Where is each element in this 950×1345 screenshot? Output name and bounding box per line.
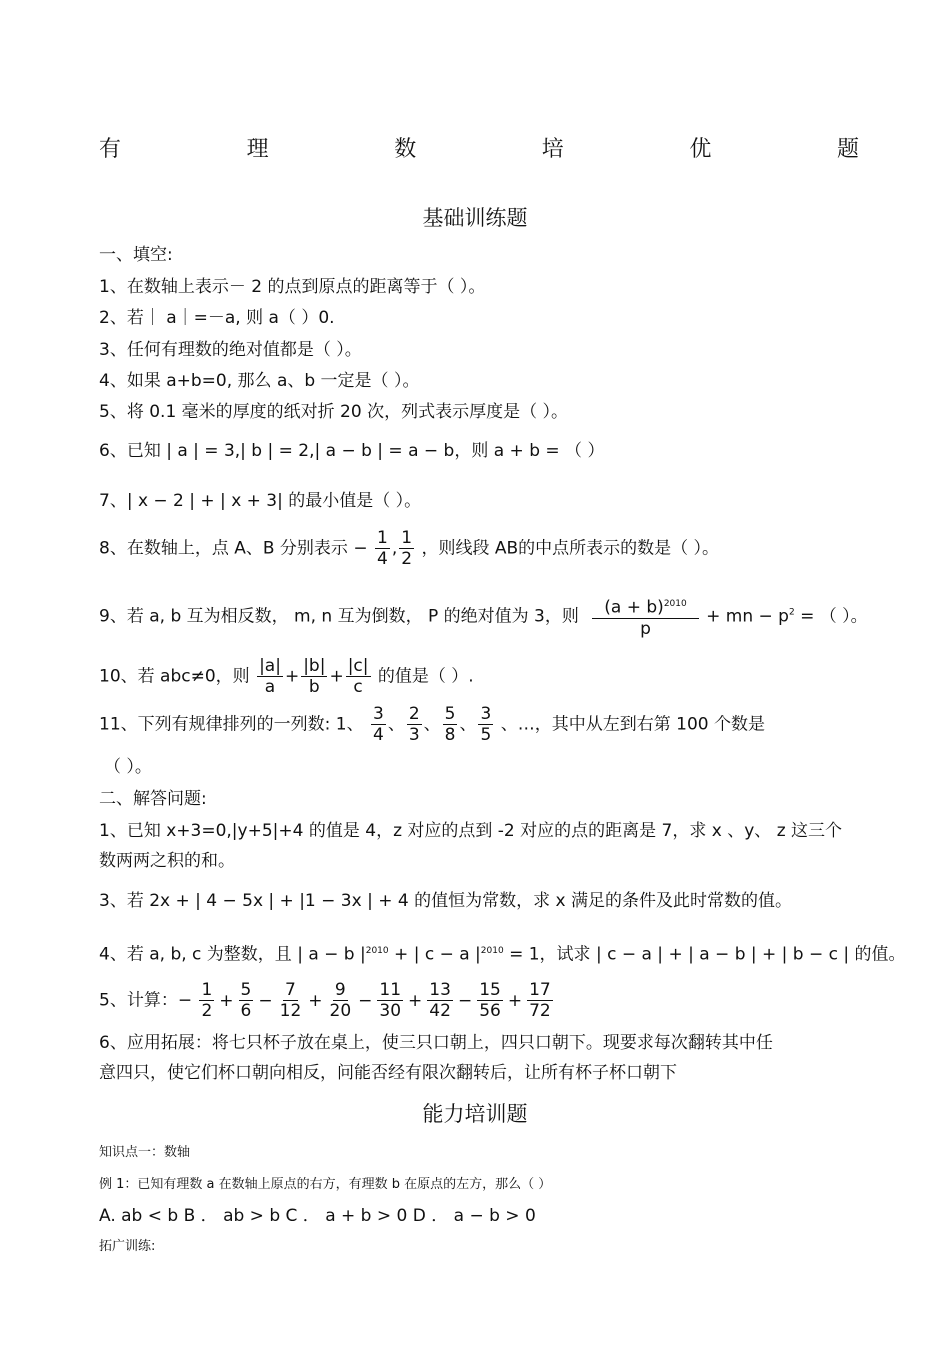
operator: +: [507, 990, 523, 1011]
title-char: 题: [836, 137, 859, 162]
fraction: $\frac{7}{12}$: [279, 980, 302, 1021]
question-6: 6、已知 | a | = 3,| b | = 2,| a − b | = a − b，则 a + b = （ ）: [99, 441, 605, 461]
title-char: 培: [541, 137, 564, 162]
problem-1-line2: 数两两之积的和。: [99, 851, 235, 871]
fraction: $\frac{3}{5}$: [480, 704, 492, 745]
fraction: $\frac{5}{6}$: [240, 980, 252, 1021]
operator: +: [219, 990, 234, 1011]
operator: +: [308, 990, 323, 1011]
fraction: $\frac{|c|}{c}$: [347, 656, 369, 697]
fraction: $\frac{1}{2}$: [201, 980, 213, 1021]
document-title: [99, 132, 859, 163]
fraction: $\frac{|a|}{a}$: [259, 656, 281, 697]
fraction: $\frac{11}{30}$: [379, 980, 402, 1021]
question-5: 5、将 0.1 毫米的厚度的纸对折 20 次，列式表示厚度是（ ）。: [99, 402, 569, 422]
fraction: $\frac{9}{20}$: [329, 980, 352, 1021]
question-11: 11、下列有规律排列的一列数: 1、 $\frac{3}{4}$ 、 $\frac{2}{3}$ 、 $\frac{5}{8}$ 、 $\frac{3}{5}$ 、…，其中从左到右第 100 个数是: [99, 704, 765, 745]
problem-5: 5、计算：− $\frac{1}{2}$ + $\frac{5}{6}$ − $\frac{7}{12}$ + $\frac{9}{20}$ − $\frac{11}{30}$ + $\frac{13}{42}$ − $\frac{15}{56}$ + $\frac{17}{72}$: [99, 980, 555, 1021]
fraction: $\frac{3}{4}$: [373, 704, 384, 745]
problem-4: 4、若 a, b, c 为整数，且 | a − b $|^{2010}$ + | c − a $|^{2010} = 1$，试求 | c − a | + | a − b | + | b − c | 的值。: [99, 944, 906, 965]
operator: −: [258, 990, 273, 1011]
title-char: 有: [99, 137, 122, 162]
question-3: 3、任何有理数的绝对值都是（ ）。: [99, 340, 362, 360]
title-char: 数: [394, 137, 417, 162]
part2-heading: 二、解答问题:: [99, 789, 207, 809]
question-8: 8、在数轴上，点 A、B 分别表示 − $\frac{1}{4}$ , $\frac{1}{2}$ ，则线段 AB的中点所表示的数是（ ）。: [99, 528, 720, 569]
example-1-options: A. ab < b B ． ab > b C ． a + b > 0 D ． a − b > 0: [99, 1206, 536, 1226]
problem-6-line2: 意四只，使它们杯口朝向相反，问能否经有限次翻转后，让所有杯子杯口朝下: [99, 1063, 677, 1083]
section-ability-heading: 能力培训题: [422, 1102, 528, 1126]
knowledge-point-1: 知识点一：数轴: [99, 1145, 191, 1160]
question-10: 10、若 abc≠0，则 $\frac{|a|}{a}$ + $\frac{|b|}{b}$ + $\frac{|c|}{c}$ 的值是（ ）.: [99, 656, 474, 697]
operator: +: [408, 990, 423, 1011]
practice-heading: 拓广训练:: [99, 1239, 156, 1254]
problem-1-line1: 1、已知 x+3=0,|y+5|+4 的值是 4，z 对应的点到 -2 对应的点的距离是 7，求 x 、y、 z 这三个: [99, 821, 843, 841]
problem-6-line1: 6、应用拓展：将七只杯子放在桌上，使三只口朝上，四只口朝下。现要求每次翻转其中任: [99, 1033, 773, 1053]
fraction: $\frac{5}{8}$: [444, 704, 456, 745]
part1-heading: 一、填空:: [99, 245, 173, 265]
question-11-blank: （ ）。: [104, 757, 152, 777]
fraction: $\frac{1}{4}$: [376, 528, 388, 569]
operator: −: [358, 990, 373, 1011]
question-4: 4、如果 a+b=0, 那么 a、b 一定是（ ）。: [99, 371, 420, 391]
fraction: $\frac{2}{3}$: [408, 704, 420, 745]
problem-3: 3、若 2x + | 4 − 5x | + |1 − 3x | + 4 的值恒为常数，求 x 满足的条件及此时常数的值。: [99, 891, 792, 911]
title-char: 理: [246, 137, 269, 162]
title-char: 优: [689, 137, 712, 162]
fraction: $\frac{(a + b)^{2010}}{p}$: [592, 594, 698, 639]
operator: −: [457, 990, 473, 1011]
question-2: 2、若｜ a｜=－a, 则 a（ ）0.: [99, 308, 335, 328]
fraction: $\frac{17}{72}$: [529, 980, 551, 1021]
fraction: $\frac{|b|}{b}$: [303, 656, 326, 697]
section-basic-heading: 基础训练题: [422, 206, 528, 230]
question-9: 9、若 a, b 互为相反数， m, n 互为倒数， P 的绝对值为 3，则 $\frac{(a + b)^{2010}}{p}$ + mn − $p^2$ = （ ）。: [99, 594, 868, 639]
fraction: $\frac{15}{56}$: [479, 980, 501, 1021]
question-1: 1、在数轴上表示－ 2 的点到原点的距离等于（ ）。: [99, 277, 486, 297]
fraction: $\frac{1}{2}$: [401, 528, 413, 569]
question-7: 7、| x − 2 | + | x + 3| 的最小值是（ ）。: [99, 491, 422, 511]
fraction: $\frac{13}{42}$: [429, 980, 451, 1021]
example-1: 例 1：已知有理数 a 在数轴上原点的右方，有理数 b 在原点的左方，那么（ ）: [99, 1177, 552, 1192]
